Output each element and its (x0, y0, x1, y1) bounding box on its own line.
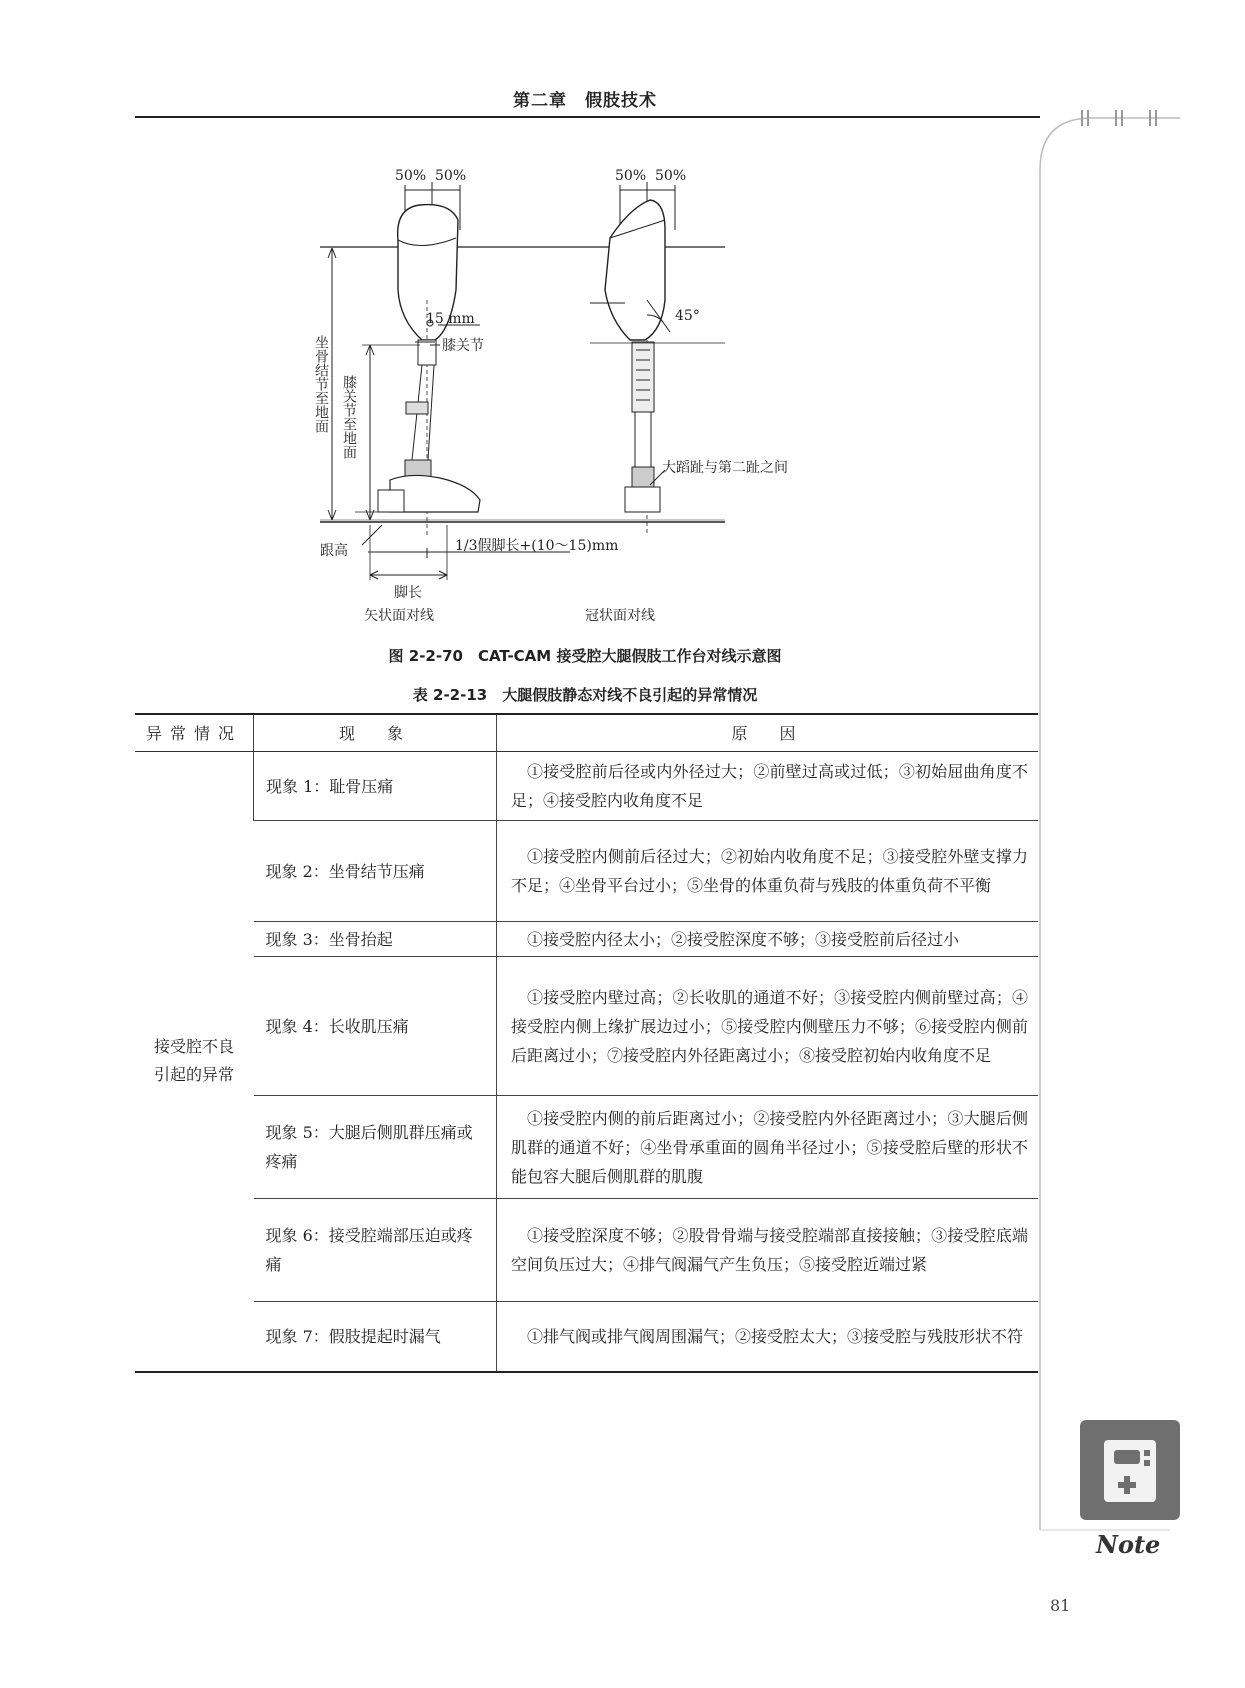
phenomenon-cell: 现象 6：接受腔端部压迫或疼痛 (265, 1226, 473, 1274)
figure-caption: 图 2-2-70 CAT-CAM 接受腔大腿假肢工作台对线示意图 (388, 647, 782, 665)
heel-height-label: 跟高 (320, 543, 348, 559)
table-row (135, 922, 1038, 957)
header-phenomenon: 现 象 (254, 714, 497, 752)
phenomenon-cell: 现象 1：耻骨压痛 (254, 752, 497, 821)
cause-cell: ①接受腔内径太小；②接受腔深度不够；③接受腔前后径过小 (497, 922, 1039, 957)
phenomenon-cell: 现象 3：坐骨抬起 (265, 929, 393, 949)
cause-cell: ①排气阀或排气阀周围漏气；②接受腔太大；③接受腔与残肢形状不符 (497, 1302, 1039, 1372)
table-caption: 表 2-2-13 大腿假肢静态对线不良引起的异常情况 (412, 686, 758, 704)
cause-cell: ①接受腔前后径或内外径过大；②前壁过高或过低；③初始屈曲角度不足；④接受腔内收角度不足 (497, 752, 1039, 821)
mm15-label: 15 mm (426, 311, 475, 327)
table-row (135, 1096, 1038, 1199)
phenomenon-cell: 现象 4：长收肌压痛 (265, 1016, 409, 1036)
category-cell (135, 752, 254, 1372)
cause-cell: ①接受腔内壁过高；②长收肌的通道不好；③接受腔内侧前壁过高；④接受腔内侧上缘扩展边过小；⑤接受腔内侧壁压力不够；⑥接受腔内侧前后距离过小；⑦接受腔内外径距离过小；⑧接受腔初始内收角度不足 (497, 957, 1039, 1096)
header-cause: 原 因 (497, 714, 1039, 752)
table-row (135, 1199, 1038, 1302)
alignment-diagram (313, 160, 788, 630)
knee-to-ground-label: 膝关节至地面 (341, 375, 357, 459)
phenomenon-cell: 现象 2：坐骨结节压痛 (265, 861, 425, 881)
note-label: Note (1096, 1530, 1161, 1559)
pct-left-1: 50% (395, 168, 427, 184)
category-text: 接受腔不良引起的异常 (153, 1037, 234, 1085)
angle-45-label: 45° (675, 308, 700, 324)
foot-length-label: 脚长 (394, 585, 422, 601)
sagittal-label: 矢状面对线 (364, 608, 434, 624)
table-row (135, 752, 1038, 821)
cause-cell: ①接受腔深度不够；②股骨骨端与接受腔端部直接接触；③接受腔底端空间负压过大；④排气阀漏气产生负压；⑤接受腔近端过紧 (497, 1199, 1039, 1302)
header-category: 异常情况 (135, 714, 254, 752)
note-device-icon (1080, 1420, 1180, 1520)
abnormality-table (135, 713, 1038, 1373)
pct-right-1: 50% (435, 168, 467, 184)
page-header-title: 第二章 假肢技术 (513, 91, 657, 111)
toe-between-label: 大蹈趾与第二趾之间 (662, 460, 788, 476)
knee-joint-label: 膝关节 (442, 338, 484, 354)
phenomenon-cell: 现象 7：假肢提起时漏气 (265, 1326, 441, 1346)
cause-cell: ①接受腔内侧的前后距离过小；②接受腔内外径距离过小；③大腿后侧肌群的通道不好；④坐骨承重面的圆角半径过小；⑤接受腔后壁的形状不能包容大腿后侧肌群的肌腹 (497, 1096, 1039, 1199)
page-number: 81 (1050, 1596, 1071, 1615)
table-row (135, 821, 1038, 922)
pct-right-2: 50% (655, 168, 687, 184)
coronal-label: 冠状面对线 (585, 608, 655, 624)
table-row (135, 957, 1038, 1096)
cause-cell: ①接受腔内侧前后径过大；②初始内收角度不足；③接受腔外壁支撑力不足；④坐骨平台过小；⑤坐骨的体重负荷与残肢的体重负荷不平衡 (497, 821, 1039, 922)
pct-left-2: 50% (615, 168, 647, 184)
ischial-to-ground-label: 坐骨结节至地面 (313, 335, 329, 433)
foot-formula-label: 1/3假脚长+(10～15)mm (455, 538, 619, 554)
phenomenon-cell: 现象 5：大腿后侧肌群压痛或疼痛 (265, 1123, 473, 1171)
table-row (135, 1302, 1038, 1372)
table-header-row (135, 714, 1038, 752)
